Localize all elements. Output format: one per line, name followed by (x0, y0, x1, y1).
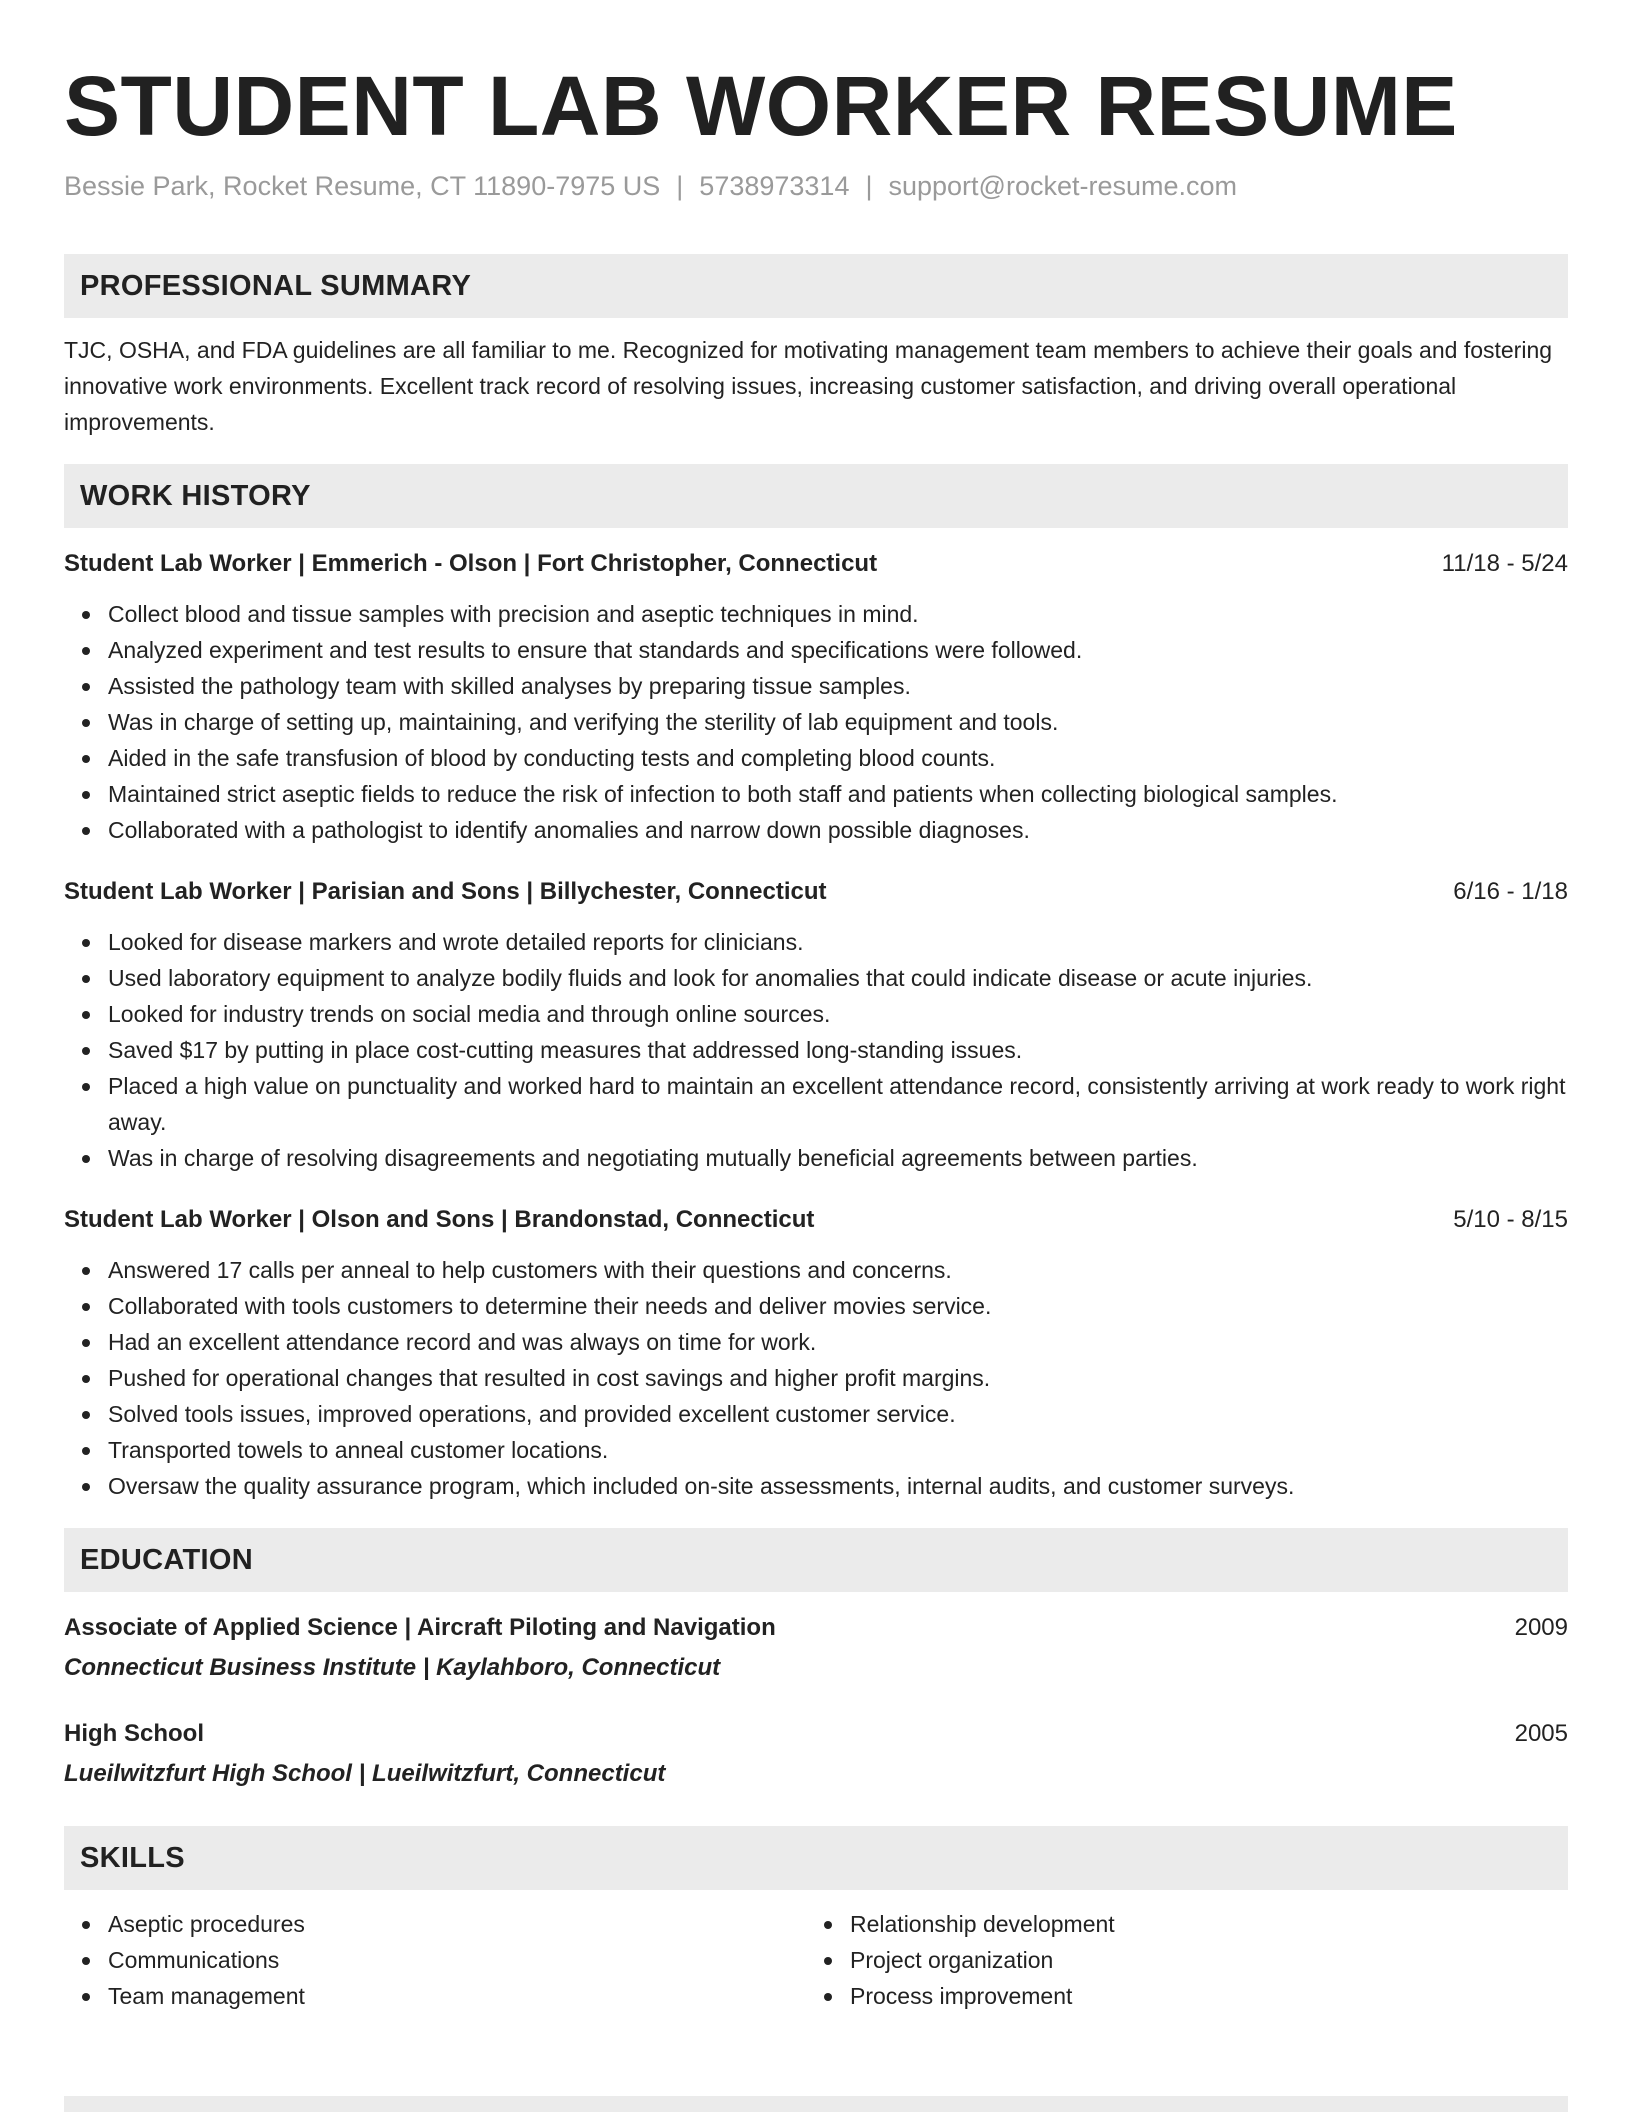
contact-line (64, 168, 1568, 204)
job-bullets (64, 924, 1568, 1176)
job-bullet: Solved tools issues, improved operations, and provided excellent customer service. (64, 1396, 1568, 1432)
job-bullet: Collect blood and tissue samples with precision and aseptic techniques in mind. (64, 596, 1568, 632)
contact-separator: | (865, 171, 873, 201)
job-title: Student Lab Worker | Olson and Sons | Brandonstad, Connecticut (64, 1206, 815, 1233)
job-header (64, 546, 1568, 582)
job-header (64, 874, 1568, 910)
job-bullet: Aided in the safe transfusion of blood by conducting tests and completing blood counts. (64, 740, 1568, 776)
skill-item: Team management (64, 1978, 806, 2014)
job-entry (64, 546, 1568, 848)
skills-grid (64, 1906, 1568, 2014)
education-school: Connecticut Business Institute | Kaylahboro, Connecticut (64, 1654, 721, 1681)
education-degree: Associate of Applied Science | Aircraft Piloting and Navigation (64, 1614, 776, 1641)
education-year: 2005 (1514, 1720, 1568, 1747)
contact-email: support@rocket-resume.com (888, 171, 1238, 201)
education-entry (64, 1716, 1568, 1792)
job-bullet: Placed a high value on punctuality and worked hard to maintain an excellent attendance record, consistently arriving at work ready to work right away. (64, 1068, 1568, 1140)
skill-item: Relationship development (806, 1906, 1548, 1942)
job-bullet: Oversaw the quality assurance program, which included on-site assessments, internal audits, and customer surveys. (64, 1468, 1568, 1504)
education-header (64, 1610, 1568, 1646)
job-header (64, 1202, 1568, 1238)
resume-title: STUDENT LAB WORKER RESUME (64, 59, 1458, 153)
job-dates: 11/18 - 5/24 (1441, 550, 1568, 577)
contact-phone: 5738973314 (699, 171, 850, 201)
section-header-education: EDUCATION (64, 1528, 1568, 1592)
job-bullet: Was in charge of resolving disagreements and negotiating mutually beneficial agreements between parties. (64, 1140, 1568, 1176)
education-school: Lueilwitzfurt High School | Lueilwitzfurt, Connecticut (64, 1760, 666, 1787)
job-dates: 5/10 - 8/15 (1453, 1206, 1568, 1233)
job-bullet: Had an excellent attendance record and was always on time for work. (64, 1324, 1568, 1360)
contact-address: Bessie Park, Rocket Resume, CT 11890-7975 US (64, 171, 661, 201)
section-header-skills: SKILLS (64, 1826, 1568, 1890)
job-dates: 6/16 - 1/18 (1453, 878, 1568, 905)
job-bullet: Collaborated with tools customers to determine their needs and deliver movies service. (64, 1288, 1568, 1324)
job-bullet: Used laboratory equipment to analyze bodily fluids and look for anomalies that could indicate disease or acute injuries. (64, 960, 1568, 996)
job-bullet: Pushed for operational changes that resulted in cost savings and higher profit margins. (64, 1360, 1568, 1396)
next-section-header-edge (64, 2096, 1568, 2112)
section-header-summary: PROFESSIONAL SUMMARY (64, 254, 1568, 318)
job-bullet: Collaborated with a pathologist to identify anomalies and narrow down possible diagnoses. (64, 812, 1568, 848)
skills-column-left (64, 1906, 806, 2014)
education-header (64, 1716, 1568, 1752)
job-title: Student Lab Worker | Parisian and Sons | Billychester, Connecticut (64, 878, 827, 905)
job-title: Student Lab Worker | Emmerich - Olson | Fort Christopher, Connecticut (64, 550, 878, 577)
job-bullet: Answered 17 calls per anneal to help customers with their questions and concerns. (64, 1252, 1568, 1288)
education-year: 2009 (1514, 1614, 1568, 1641)
job-bullet: Saved $17 by putting in place cost-cutting measures that addressed long-standing issues. (64, 1032, 1568, 1068)
education-entry (64, 1610, 1568, 1686)
summary-text: TJC, OSHA, and FDA guidelines are all familiar to me. Recognized for motivating management team members to achieve their goals and fostering innovative work environments. Excellent track record of resolving issues, increasing customer satisfaction, and driving overall operational improvements. (64, 337, 1553, 435)
job-entry (64, 874, 1568, 1176)
contact-separator: | (676, 171, 684, 201)
skill-item: Communications (64, 1942, 806, 1978)
skill-item: Process improvement (806, 1978, 1548, 2014)
education-degree: High School (64, 1720, 204, 1747)
job-entry (64, 1202, 1568, 1504)
job-bullets (64, 596, 1568, 848)
skills-column-right (806, 1906, 1548, 2014)
job-bullet: Was in charge of setting up, maintaining, and verifying the sterility of lab equipment and tools. (64, 704, 1568, 740)
job-bullets (64, 1252, 1568, 1504)
job-bullet: Looked for disease markers and wrote detailed reports for clinicians. (64, 924, 1568, 960)
job-bullet: Transported towels to anneal customer locations. (64, 1432, 1568, 1468)
skill-item: Aseptic procedures (64, 1906, 806, 1942)
job-bullet: Looked for industry trends on social media and through online sources. (64, 996, 1568, 1032)
skill-item: Project organization (806, 1942, 1548, 1978)
section-header-work-history: WORK HISTORY (64, 464, 1568, 528)
resume-page (64, 56, 1568, 2014)
job-bullet: Assisted the pathology team with skilled analyses by preparing tissue samples. (64, 668, 1568, 704)
job-bullet: Maintained strict aseptic fields to reduce the risk of infection to both staff and patients when collecting biological samples. (64, 776, 1568, 812)
job-bullet: Analyzed experiment and test results to ensure that standards and specifications were followed. (64, 632, 1568, 668)
